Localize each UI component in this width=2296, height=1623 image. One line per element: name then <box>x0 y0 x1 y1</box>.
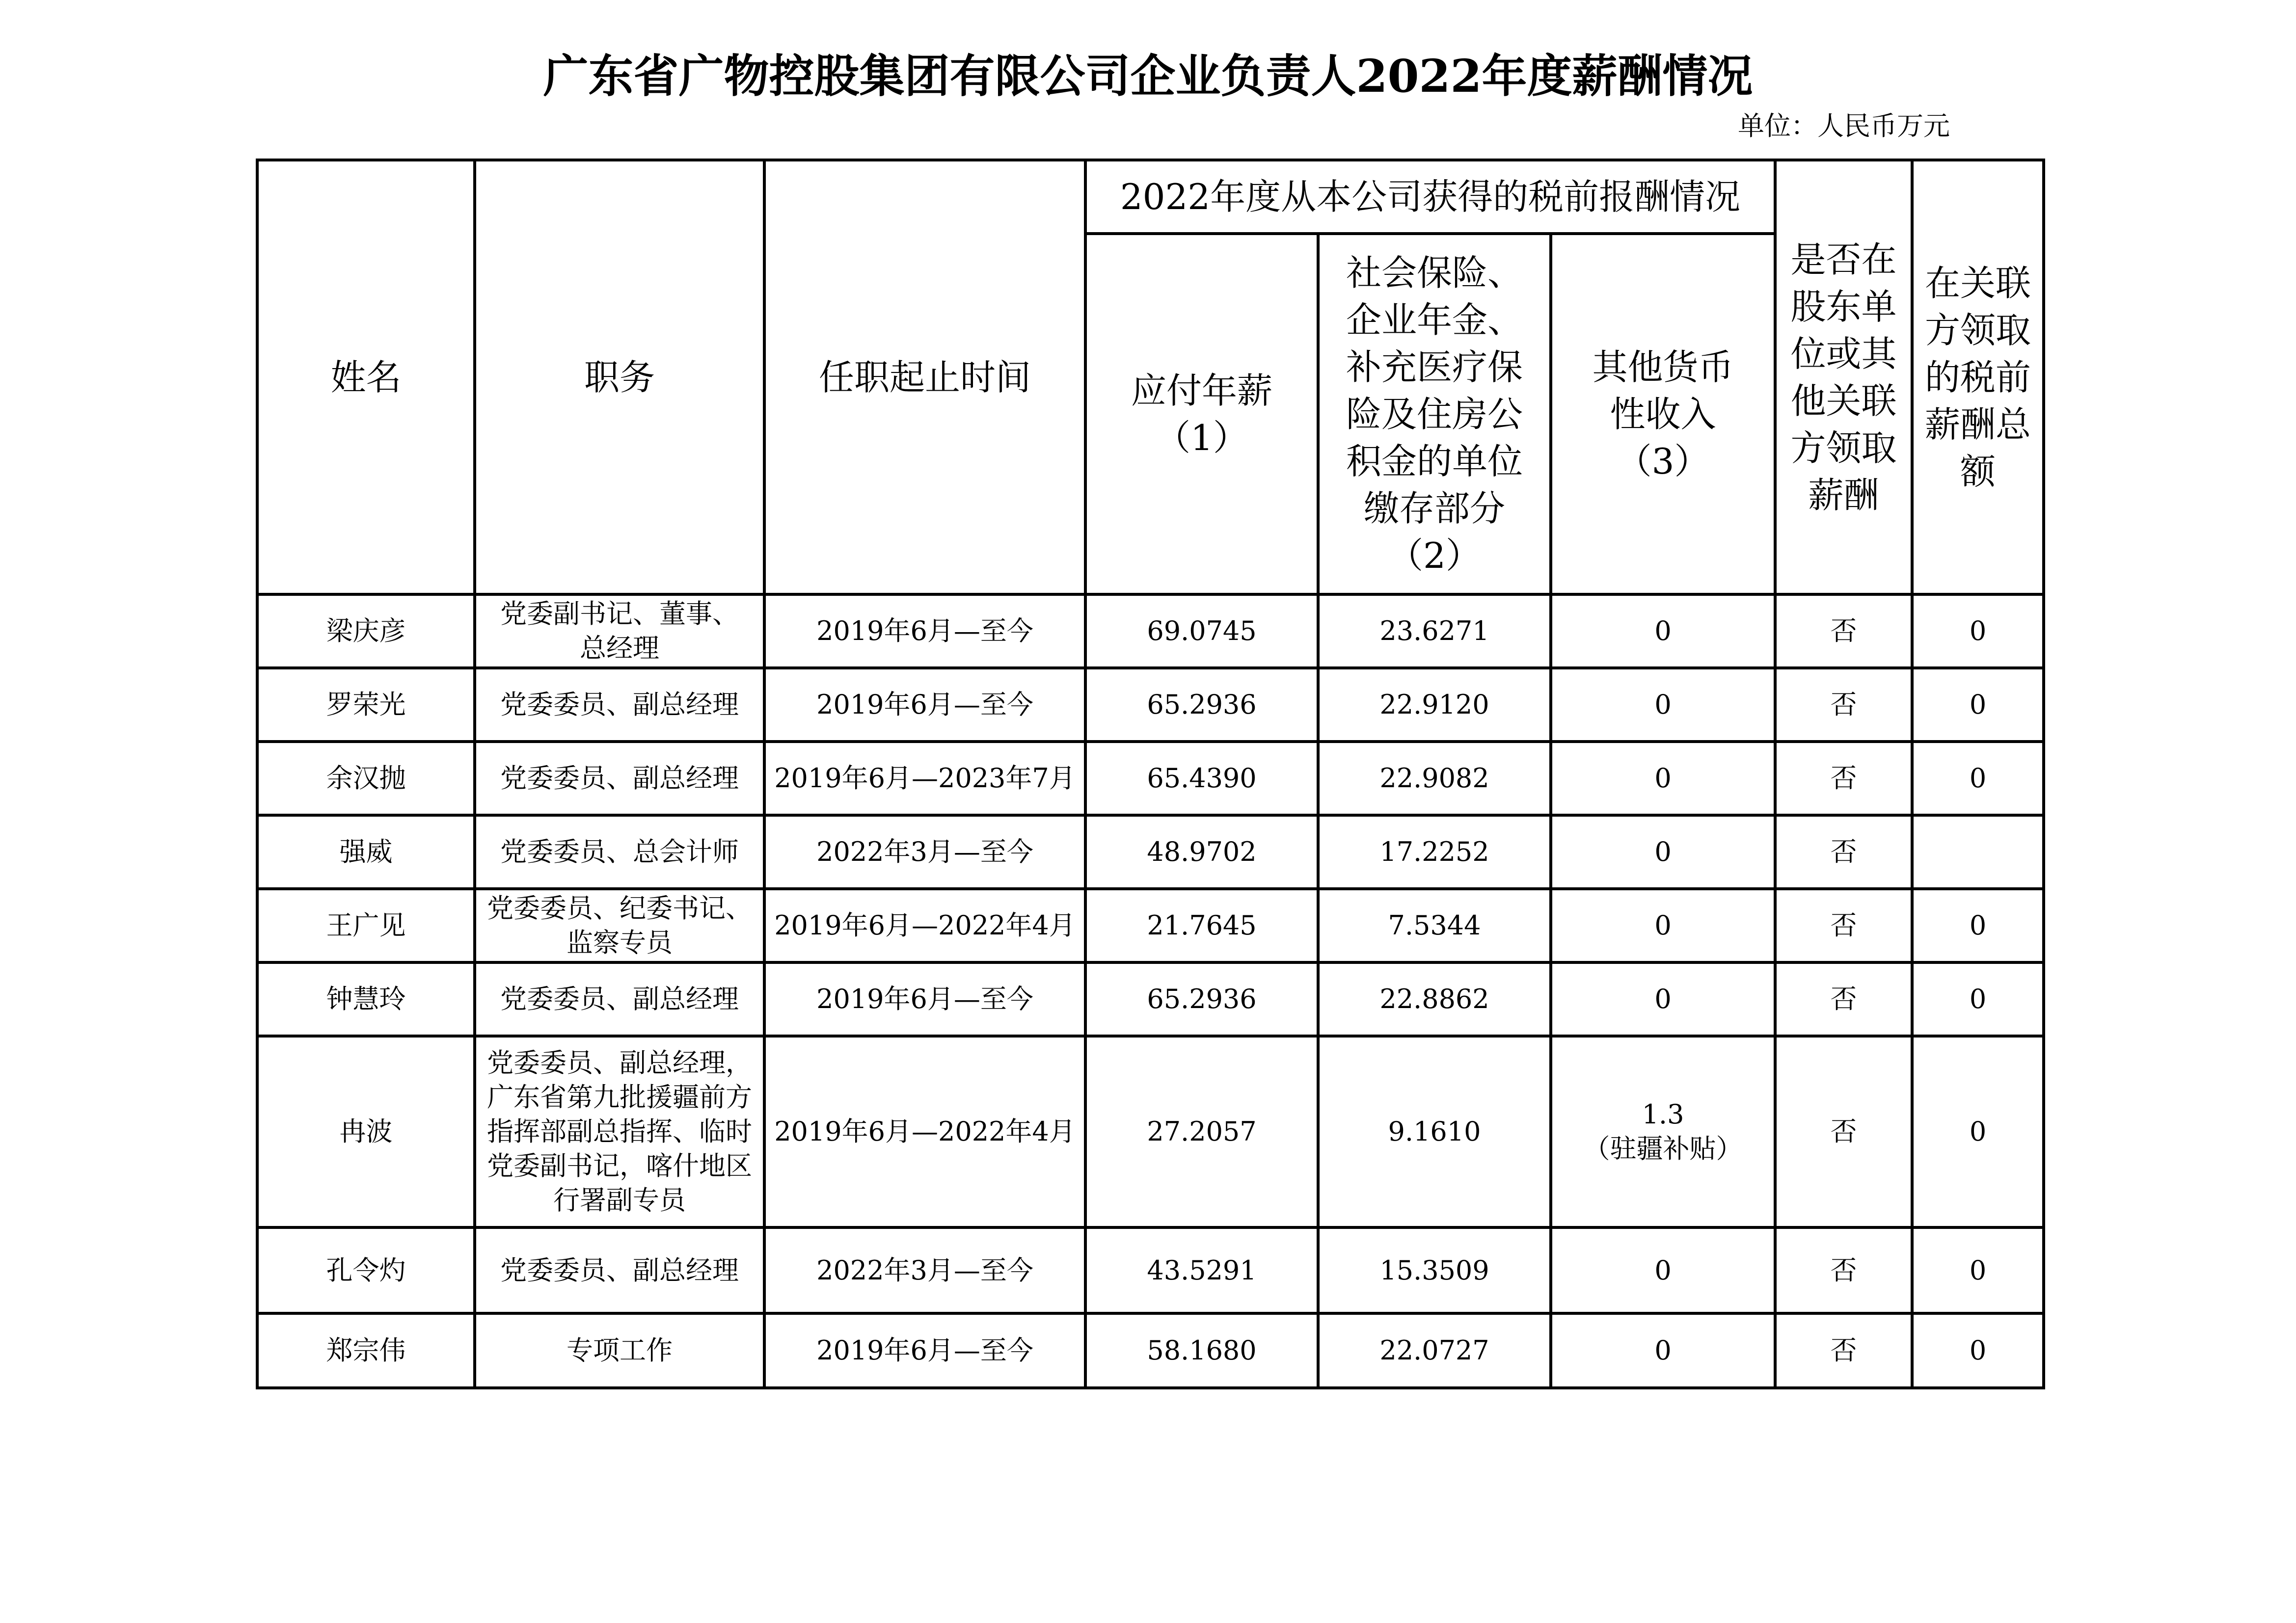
cell-insurance: 22.9120 <box>1318 668 1551 742</box>
table-row <box>257 668 2044 742</box>
header-shareholder: 是否在股东单位或其他关联方领取薪酬 <box>1775 160 1912 594</box>
header-position: 职务 <box>475 160 764 594</box>
header-pretax-group: 2022年度从本公司获得的税前报酬情况 <box>1085 160 1775 234</box>
cell-salary: 65.4390 <box>1085 742 1318 815</box>
cell-name: 余汉抛 <box>257 742 475 815</box>
cell-term: 2019年6月—至今 <box>764 668 1085 742</box>
header-insurance: 社会保险、企业年金、补充医疗保险及住房公积金的单位缴存部分（2） <box>1318 234 1551 594</box>
table-row <box>257 1036 2044 1227</box>
cell-position: 党委委员、纪委书记、监察专员 <box>475 889 764 962</box>
cell-related-total: 0 <box>1912 962 2044 1036</box>
cell-related-total: 0 <box>1912 1313 2044 1388</box>
header-term: 任职起止时间 <box>764 160 1085 594</box>
cell-other-income: 0 <box>1551 962 1775 1036</box>
document-title: 广东省广物控股集团有限公司企业负责人2022年度薪酬情况 <box>543 50 1753 103</box>
cell-related-total: 0 <box>1912 594 2044 668</box>
other-income-note: （驻疆补贴） <box>1583 1133 1743 1164</box>
cell-name: 郑宗伟 <box>257 1313 475 1388</box>
cell-related-total: 0 <box>1912 742 2044 815</box>
cell-position: 党委委员、副总经理，广东省第九批援疆前方指挥部副总指挥、临时党委副书记，喀什地区行署副专员 <box>475 1036 764 1227</box>
cell-name: 梁庆彦 <box>257 594 475 668</box>
cell-shareholder: 否 <box>1775 668 1912 742</box>
cell-salary: 21.7645 <box>1085 889 1318 962</box>
cell-name: 王广见 <box>257 889 475 962</box>
cell-insurance: 22.0727 <box>1318 1313 1551 1388</box>
cell-term: 2019年6月—至今 <box>764 962 1085 1036</box>
cell-shareholder: 否 <box>1775 962 1912 1036</box>
cell-salary: 65.2936 <box>1085 962 1318 1036</box>
cell-term: 2019年6月—至今 <box>764 1313 1085 1388</box>
cell-other-income: 0 <box>1551 889 1775 962</box>
cell-position: 党委委员、总会计师 <box>475 815 764 889</box>
cell-other-income: 0 <box>1551 1313 1775 1388</box>
cell-other-income: 0 <box>1551 1227 1775 1313</box>
other-income-value: 1.3 <box>1642 1099 1684 1130</box>
unit-label: 单位：人民币万元 <box>1738 110 1950 141</box>
table-row <box>257 1313 2044 1388</box>
cell-insurance: 15.3509 <box>1318 1227 1551 1313</box>
cell-other-income: 0 <box>1551 594 1775 668</box>
cell-salary: 65.2936 <box>1085 668 1318 742</box>
cell-related-total: 0 <box>1912 889 2044 962</box>
cell-position: 党委委员、副总经理 <box>475 668 764 742</box>
cell-related-total <box>1912 815 2044 889</box>
cell-term: 2022年3月—至今 <box>764 815 1085 889</box>
cell-name: 罗荣光 <box>257 668 475 742</box>
table-row <box>257 742 2044 815</box>
cell-name: 冉波 <box>257 1036 475 1227</box>
cell-other-income: 0 <box>1551 815 1775 889</box>
table-row <box>257 962 2044 1036</box>
cell-other-income <box>1551 1036 1775 1227</box>
cell-term: 2019年6月—2022年4月 <box>764 889 1085 962</box>
cell-salary: 48.9702 <box>1085 815 1318 889</box>
cell-other-income: 0 <box>1551 668 1775 742</box>
cell-salary: 43.5291 <box>1085 1227 1318 1313</box>
cell-term: 2019年6月—2023年7月 <box>764 742 1085 815</box>
cell-insurance: 17.2252 <box>1318 815 1551 889</box>
cell-shareholder: 否 <box>1775 1313 1912 1388</box>
cell-salary: 58.1680 <box>1085 1313 1318 1388</box>
cell-shareholder: 否 <box>1775 1227 1912 1313</box>
cell-insurance: 22.8862 <box>1318 962 1551 1036</box>
cell-shareholder: 否 <box>1775 889 1912 962</box>
cell-insurance: 22.9082 <box>1318 742 1551 815</box>
header-other-income: 其他货币性收入（3） <box>1551 234 1775 594</box>
cell-insurance: 23.6271 <box>1318 594 1551 668</box>
cell-term: 2022年3月—至今 <box>764 1227 1085 1313</box>
cell-term: 2019年6月—2022年4月 <box>764 1036 1085 1227</box>
table-row <box>257 1227 2044 1313</box>
cell-other-income: 0 <box>1551 742 1775 815</box>
cell-name: 钟慧玲 <box>257 962 475 1036</box>
table-row <box>257 594 2044 668</box>
cell-position: 专项工作 <box>475 1313 764 1388</box>
cell-shareholder: 否 <box>1775 742 1912 815</box>
cell-position: 党委副书记、董事、总经理 <box>475 594 764 668</box>
cell-term: 2019年6月—至今 <box>764 594 1085 668</box>
cell-related-total: 0 <box>1912 1036 2044 1227</box>
cell-related-total: 0 <box>1912 668 2044 742</box>
salary-table <box>256 159 2045 1389</box>
header-salary: 应付年薪（1） <box>1085 234 1318 594</box>
cell-related-total: 0 <box>1912 1227 2044 1313</box>
cell-shareholder: 否 <box>1775 594 1912 668</box>
cell-insurance: 7.5344 <box>1318 889 1551 962</box>
cell-position: 党委委员、副总经理 <box>475 1227 764 1313</box>
table-header <box>257 160 2044 594</box>
cell-insurance: 9.1610 <box>1318 1036 1551 1227</box>
cell-name: 孔令灼 <box>257 1227 475 1313</box>
cell-salary: 69.0745 <box>1085 594 1318 668</box>
cell-position: 党委委员、副总经理 <box>475 962 764 1036</box>
cell-name: 强威 <box>257 815 475 889</box>
cell-position: 党委委员、副总经理 <box>475 742 764 815</box>
table-body <box>257 594 2044 1388</box>
header-related-total: 在关联方领取的税前薪酬总额 <box>1912 160 2044 594</box>
table-row <box>257 889 2044 962</box>
cell-shareholder: 否 <box>1775 1036 1912 1227</box>
cell-salary: 27.2057 <box>1085 1036 1318 1227</box>
header-name: 姓名 <box>257 160 475 594</box>
table-row <box>257 815 2044 889</box>
cell-shareholder: 否 <box>1775 815 1912 889</box>
